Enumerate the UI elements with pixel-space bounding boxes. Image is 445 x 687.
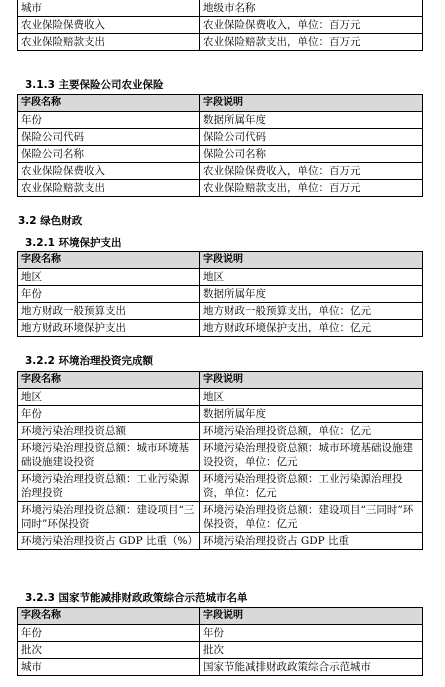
field-name: 农业保险保费收入 bbox=[18, 163, 200, 180]
col-header-field-name: 字段名称 bbox=[18, 608, 200, 625]
field-name: 环境污染治理投资总额：建设项目“三同时”环保投资 bbox=[18, 502, 200, 533]
col-header-field-name: 字段名称 bbox=[18, 95, 200, 112]
col-header-field-name: 字段名称 bbox=[18, 372, 200, 389]
field-name: 农业保险保费收入 bbox=[18, 17, 200, 34]
field-name: 年份 bbox=[18, 286, 200, 303]
table-row bbox=[18, 269, 423, 286]
field-desc: 地方财政环境保护支出，单位：亿元 bbox=[200, 320, 423, 337]
field-name: 环境污染治理投资总额 bbox=[18, 423, 200, 440]
table-row bbox=[18, 146, 423, 163]
field-desc: 农业保险保费收入，单位：百万元 bbox=[200, 163, 423, 180]
field-desc: 环境污染治理投资总额：工业污染源治理投资，单位：亿元 bbox=[200, 471, 423, 502]
field-desc: 国家节能减排财政政策综合示范城市 bbox=[200, 659, 423, 676]
table-row bbox=[18, 423, 423, 440]
field-name: 地区 bbox=[18, 389, 200, 406]
field-name: 环境污染治理投资占 GDP 比重（%） bbox=[18, 533, 200, 550]
field-desc: 保险公司名称 bbox=[200, 146, 423, 163]
field-name: 地方财政一般预算支出 bbox=[18, 303, 200, 320]
table-row bbox=[18, 533, 423, 550]
field-name: 年份 bbox=[18, 112, 200, 129]
table-energy-saving-demo-cities bbox=[17, 607, 423, 676]
field-desc: 数据所属年度 bbox=[200, 112, 423, 129]
table-insurer-agri-insurance bbox=[17, 94, 423, 197]
table-row bbox=[18, 180, 423, 197]
table-header-row bbox=[18, 608, 423, 625]
table-row bbox=[18, 303, 423, 320]
section-heading-3-2-2: 3.2.2 环境治理投资完成额 bbox=[25, 355, 154, 367]
table-row bbox=[18, 642, 423, 659]
section-heading-3-2-1: 3.2.1 环境保护支出 bbox=[25, 237, 122, 249]
table-row bbox=[18, 502, 423, 533]
field-name: 地方财政环境保护支出 bbox=[18, 320, 200, 337]
section-heading-3-1-3: 3.1.3 主要保险公司农业保险 bbox=[25, 79, 164, 91]
col-header-field-desc: 字段说明 bbox=[200, 372, 423, 389]
field-desc: 环境污染治理投资总额：建设项目“三同时”环保投资，单位：亿元 bbox=[200, 502, 423, 533]
field-desc: 年份 bbox=[200, 625, 423, 642]
field-name: 保险公司代码 bbox=[18, 129, 200, 146]
field-name: 环境污染治理投资总额：城市环境基础设施建设投资 bbox=[18, 440, 200, 471]
field-desc: 环境污染治理投资占 GDP 比重 bbox=[200, 533, 423, 550]
table-row bbox=[18, 286, 423, 303]
col-header-field-desc: 字段说明 bbox=[200, 608, 423, 625]
field-desc: 环境污染治理投资总额：城市环境基础设施建设投资，单位：亿元 bbox=[200, 440, 423, 471]
table-row bbox=[18, 163, 423, 180]
table-row bbox=[18, 659, 423, 676]
table-row bbox=[18, 625, 423, 642]
col-header-field-name: 字段名称 bbox=[18, 252, 200, 269]
field-desc: 数据所属年度 bbox=[200, 406, 423, 423]
field-name: 批次 bbox=[18, 642, 200, 659]
table-row bbox=[18, 129, 423, 146]
table-row bbox=[18, 320, 423, 337]
field-desc: 农业保险赔款支出，单位：百万元 bbox=[200, 180, 423, 197]
table-row bbox=[18, 471, 423, 502]
field-desc: 地区 bbox=[200, 269, 423, 286]
field-desc: 地区 bbox=[200, 389, 423, 406]
table-row bbox=[18, 0, 423, 17]
table-city-agri-insurance bbox=[17, 0, 423, 51]
field-desc: 保险公司代码 bbox=[200, 129, 423, 146]
table-header-row bbox=[18, 372, 423, 389]
field-name: 城市 bbox=[18, 659, 200, 676]
table-row bbox=[18, 406, 423, 423]
field-name: 环境污染治理投资总额：工业污染源治理投资 bbox=[18, 471, 200, 502]
table-env-governance-investment bbox=[17, 371, 423, 550]
table-row bbox=[18, 389, 423, 406]
field-desc: 农业保险赔款支出，单位：百万元 bbox=[200, 34, 423, 51]
field-name: 农业保险赔款支出 bbox=[18, 180, 200, 197]
field-name: 地区 bbox=[18, 269, 200, 286]
table-header-row bbox=[18, 252, 423, 269]
field-desc: 数据所属年度 bbox=[200, 286, 423, 303]
field-desc: 环境污染治理投资总额，单位：亿元 bbox=[200, 423, 423, 440]
table-row bbox=[18, 34, 423, 51]
field-desc: 地方财政一般预算支出，单位：亿元 bbox=[200, 303, 423, 320]
field-name: 保险公司名称 bbox=[18, 146, 200, 163]
field-desc: 地级市名称 bbox=[200, 0, 423, 17]
table-env-protection-expenditure bbox=[17, 251, 423, 337]
section-heading-3-2: 3.2 绿色财政 bbox=[18, 215, 83, 227]
field-name: 年份 bbox=[18, 625, 200, 642]
field-desc: 农业保险保费收入，单位：百万元 bbox=[200, 17, 423, 34]
field-name: 年份 bbox=[18, 406, 200, 423]
table-row bbox=[18, 440, 423, 471]
table-row bbox=[18, 112, 423, 129]
col-header-field-desc: 字段说明 bbox=[200, 252, 423, 269]
field-desc: 批次 bbox=[200, 642, 423, 659]
section-heading-3-2-3: 3.2.3 国家节能减排财政政策综合示范城市名单 bbox=[25, 592, 248, 604]
field-name: 农业保险赔款支出 bbox=[18, 34, 200, 51]
col-header-field-desc: 字段说明 bbox=[200, 95, 423, 112]
field-name: 城市 bbox=[18, 0, 200, 17]
table-header-row bbox=[18, 95, 423, 112]
table-row bbox=[18, 17, 423, 34]
